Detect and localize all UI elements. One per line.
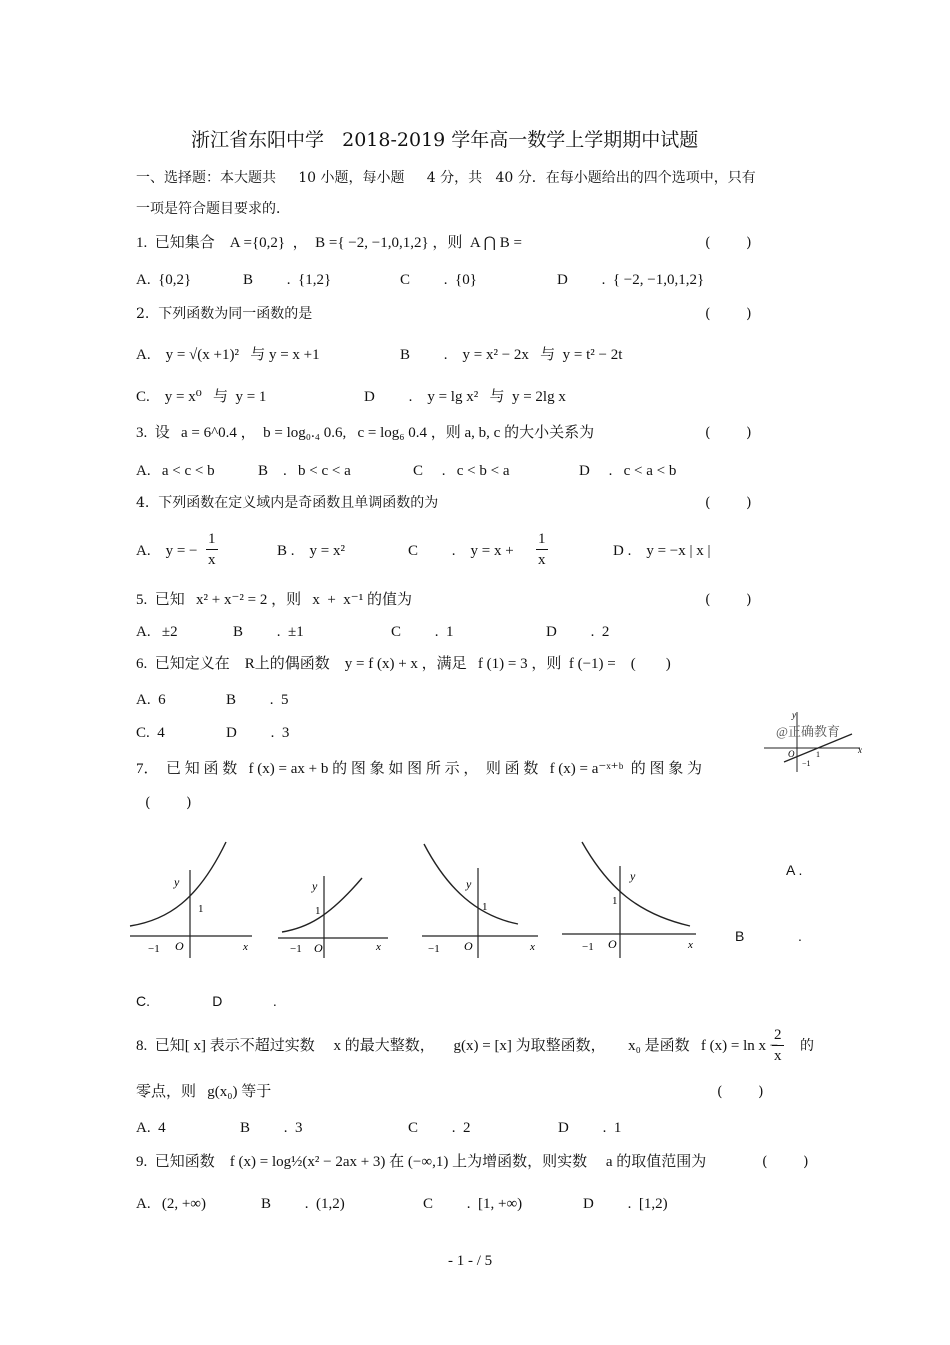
graph-a-origin-label: O [175,939,184,953]
q7-reference-graph [760,706,870,778]
watermark-logo: @正确教育 [776,724,840,739]
q9-option-c: C . [1, +∞) [423,1196,523,1212]
answer-bracket-5: ( ) [705,592,752,608]
q3-option-a: A. a < c < b [136,463,215,479]
question-6-stem: 6. 已知定义在 R上的偶函数 y = f (x) + x ，满足 f (1) = 3 ，则 f (−1) = ( ) [136,656,671,672]
inset-x-label: x [858,745,862,755]
graph-c-y-label: y [466,877,472,891]
graph-a-y-label: y [174,875,180,889]
q4-option-c-fraction [536,531,548,569]
q8-option-b: B . 3 [240,1120,303,1136]
q7-option-cd-labels: C. D . [136,993,277,1009]
graph-d-one-label: 1 [612,895,618,907]
q1-option-b: B . {1,2} [243,272,332,288]
q4-c-numerator: 1 [536,531,548,550]
question-7-stem: 7． 已 知 函 数 f (x) = ax + b 的 图 象 如 图 所 示 ， 则 函 数 f (x) = a⁻ˣ⁺ᵇ 的 图 象 为 [136,761,702,777]
q8-option-c: C . 2 [408,1120,471,1136]
q7-graph-b [276,840,396,962]
q5-option-c: C . 1 [391,624,454,640]
graph-d-curve [582,842,690,926]
graph-a-x-label: x [243,941,248,953]
graph-d-origin-label: O [608,937,617,951]
graph-b-minus-one-label: −1 [290,943,302,955]
graph-d-x-label: x [688,939,693,951]
graph-d-minus-one-label: −1 [582,941,594,953]
answer-bracket-8: ( ) [717,1084,764,1100]
graph-d-y-label: y [630,869,636,883]
question-9-stem: 9. 已知函数 f (x) = log½(x² − 2ax + 3) 在 (−∞,1) 上为增函数，则实数 a 的取值范围为 [136,1154,707,1170]
q3-option-c: C . c < b < a [413,463,510,479]
answer-bracket-4: ( ) [705,495,752,511]
q7-option-b-dot: . [798,928,802,944]
answer-bracket-2: ( ) [705,306,752,322]
question-3-stem: 3. 设 a = 6^0.4 ， b = log₀.₄ 0.6, c = log₆ 0.4 ，则 a, b, c 的大小关系为 [136,425,595,441]
graph-b-curve [282,878,362,932]
q4-a-denominator: x [208,552,216,568]
question-8-stem-line2: 零点，则 g(x₀) 等于 [136,1084,272,1100]
graph-c-x-label: x [530,941,535,953]
question-4-stem: 4. 下列函数在定义域内是奇函数且单调函数的为 [136,495,439,511]
q4-c-denominator: x [538,552,546,568]
q7-option-b-label: B [735,928,745,944]
q6-option-b: B . 5 [226,692,289,708]
q8-denominator: x [774,1048,782,1064]
graph-c-one-label: 1 [482,901,488,913]
q4-option-c-prefix: C . y = x + [408,543,514,559]
answer-bracket-1: ( ) [705,235,752,251]
q6-option-c: C. 4 [136,725,165,741]
question-2-stem: 2. 下列函数为同一函数的是 [136,306,313,322]
inset-one-label: 1 [816,750,820,759]
inset-minus-one-label: −1 [802,759,811,768]
q5-option-a: A. ±2 [136,624,178,640]
q4-option-a-fraction [206,531,218,569]
q2-option-d: D . y = lg x² 与 y = 2lg x [364,389,566,405]
q7-option-a-label: A . [786,862,803,878]
q8-numerator: 2 [772,1027,784,1046]
q7-graph-c [418,840,544,962]
q7-graph-a [128,840,258,962]
graph-b-origin-label: O [314,941,323,955]
q2-option-b: B . y = x² − 2x 与 y = t² − 2t [400,347,623,363]
q9-option-b: B . (1,2) [261,1196,345,1212]
answer-bracket-9: ( ) [762,1154,809,1170]
q5-option-d: D . 2 [546,624,610,640]
section-instructions-line1: 一、选择题：本大题共 10 小题，每小题 4 分，共 40 分．在每小题给出的四个选项中，只有 [136,170,756,186]
q1-option-c: C . {0} [400,272,477,288]
graph-c-minus-one-label: −1 [428,943,440,955]
q3-option-b: B . b < c < a [258,463,351,479]
graph-a-one-label: 1 [198,903,204,915]
answer-bracket-7: ( ) [145,795,192,811]
q3-option-d: D . c < a < b [579,463,677,479]
q1-option-d: D . { −2, −1,0,1,2} [557,272,705,288]
graph-b-x-label: x [376,941,381,953]
q4-a-numerator: 1 [206,531,218,550]
q2-option-c: C. y = x⁰ 与 y = 1 [136,389,267,405]
q8-fraction [772,1027,784,1065]
question-1-stem: 1. 已知集合 A ={0,2} ， B ={ −2, −1,0,1,2} ，则 A ⋂ B = [136,235,522,251]
q6-option-a: A. 6 [136,692,166,708]
q9-option-a: A. (2, +∞) [136,1196,206,1212]
q4-option-b: B . y = x² [277,543,345,559]
section-instructions-line2: 一项是符合题目要求的． [136,201,290,217]
q1-option-a: A. {0,2} [136,272,192,288]
graph-b-y-label: y [312,879,318,893]
graph-b-one-label: 1 [315,905,321,917]
q4-option-d: D . y = −x | x | [613,543,711,559]
q8-option-d: D . 1 [558,1120,622,1136]
q7-graph-d [558,838,702,962]
graph-a-minus-one-label: −1 [148,943,160,955]
graph-c-origin-label: O [464,939,473,953]
q6-option-d: D . 3 [226,725,290,741]
q8-option-a: A. 4 [136,1120,166,1136]
page-title: 浙江省东阳中学 2018-2019 学年高一数学上学期期中试题 [191,129,699,151]
answer-bracket-3: ( ) [705,425,752,441]
q4-option-a-prefix: A. y = − [136,543,198,559]
page-number: - 1 - / 5 [448,1253,493,1269]
question-5-stem: 5. 已知 x² + x⁻² = 2 ，则 x + x⁻¹ 的值为 [136,592,412,608]
q9-option-d: D . [1,2) [583,1196,668,1212]
inset-origin-label: O [788,749,795,759]
q2-option-a: A. y = √(x +1)² 与 y = x +1 [136,347,320,363]
q5-option-b: B . ±1 [233,624,304,640]
question-8-stem: 8. 已知[ x] 表示不超过实数 x 的最大整数， g(x) = [x] 为取整函数， x₀ 是函数 f (x) = ln x − [136,1038,779,1054]
inset-y-label: y [792,710,796,720]
q8-stem-tail: 的 [800,1038,814,1054]
